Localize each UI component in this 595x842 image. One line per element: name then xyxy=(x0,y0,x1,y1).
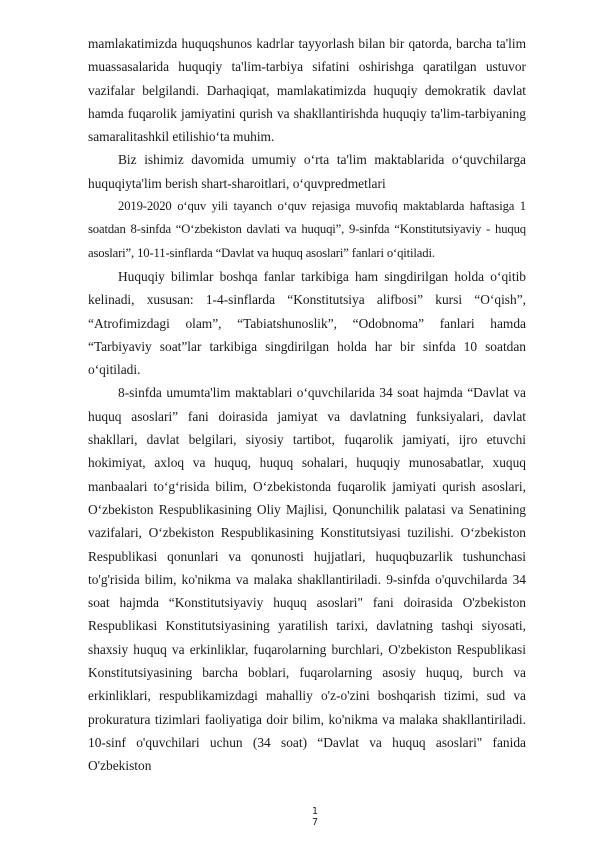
paragraph-1: mamlakatimizda huquqshunos kadrlar tayyorlash bilan bir qatorda, barcha ta'lim muassasalarida huquqiy ta'lim-tarbiya sifatini oshirishga qaratilgan ustuvor vazifalar belgilandi. Darhaqiqat, mamlakatimizda huquqiy demokratik davlat hamda fuqarolik jamiyatini qurish va shakllantirishda huquqiy ta'lim-tarbiyaning samaralitashkil etilishio‘ta muhim. xyxy=(88,36,526,145)
paragraph-2: Biz ishimiz davomida umumiy o‘rta ta'lim maktablarida o‘quvchilarga huquqiyta'lim berish shart-sharoitlari, o‘quvpredmetlari xyxy=(88,152,526,191)
page-number xyxy=(307,807,323,828)
paragraph-4: Huquqiy bilimlar boshqa fanlar tarkibiga ham singdirilgan holda o‘qitib kelinadi, xususan: 1-4-sinflarda “Konstitutsiya alifbosi” kursi “O‘qish”, “Atrofimizdagi olam”, “Tabiatshunoslik”, “Odobnoma” fanlari hamda “Tarbiyaviy soat”lar tarkibiga singdirilgan holda har bir sinfda 10 soatdan o‘qitiladi. xyxy=(88,268,526,378)
page-number-digit-1: 1 xyxy=(311,806,319,817)
page-number-digit-2: 7 xyxy=(311,816,319,828)
document-body xyxy=(88,32,526,778)
paragraph-3: 2019-2020 o‘quv yili tayanch o‘quv rejasiga muvofiq maktablarda haftasiga 1 soatdan 8-sinfda “O‘zbekiston davlati va huquqi”, 9-sinfda “Konstitutsiyaviy - huquq asoslari”, 10-11-sinflarda “Davlat va huquq asoslari” fanlari o‘qitiladi. xyxy=(88,199,526,260)
paragraph-5: 8-sinfda umumta'lim maktablari o‘quvchilarida 34 soat hajmda “Davlat va huquq asoslari” fani doirasida jamiyat va davlatning funksiyalari, davlat shakllari, davlat belgilari, siyosiy tartibot, fuqarolik jamiyati, ijro etuvchi hokimiyat, axloq va huquq, huquq sohalari, huquqiy munosabatlar, xuquq manbaalari to‘g‘risida bilim, O‘zbekistonda fuqarolik jamiyati qurish asoslari, O‘zbekiston Respublikasining Oliy Majlisi, Qonunchilik palatasi va Senatining vazifalari, O‘zbekiston Respublikasining Konstitutsiyasi tuzilishi. O‘zbekiston Respublikasi qonunlari va qonunosti hujjatlari, huquqbuzarlik tushunchasi to'g'risida bilim, ko'nikma va malaka shakllantiriladi. 9-sinfda o'quvchilarda 34 soat hajmda “Konstitutsiyaviy huquq asoslari" fani doirasida O'zbekiston Respublikasi Konstitutsiyasining yaratilish tarixi, davlatning tashqi siyosati, shaxsiy huquq va erkinliklar, fuqarolarning burchlari, O'zbekiston Respublikasi Konstitutsiyasining barcha boblari, fuqarolarning asosiy huquq, burch va erkinliklari, respublikamizdagi mahalliy o'z-o'zini boshqarish tizimi, sud va prokuratura tizimlari faoliyatiga doir bilim, ko'nikma va malaka shakllantiriladi. 10-sinf o'quvchilari uchun (34 soat) “Davlat va huquq asoslari" fanida O'zbekiston xyxy=(88,385,526,774)
